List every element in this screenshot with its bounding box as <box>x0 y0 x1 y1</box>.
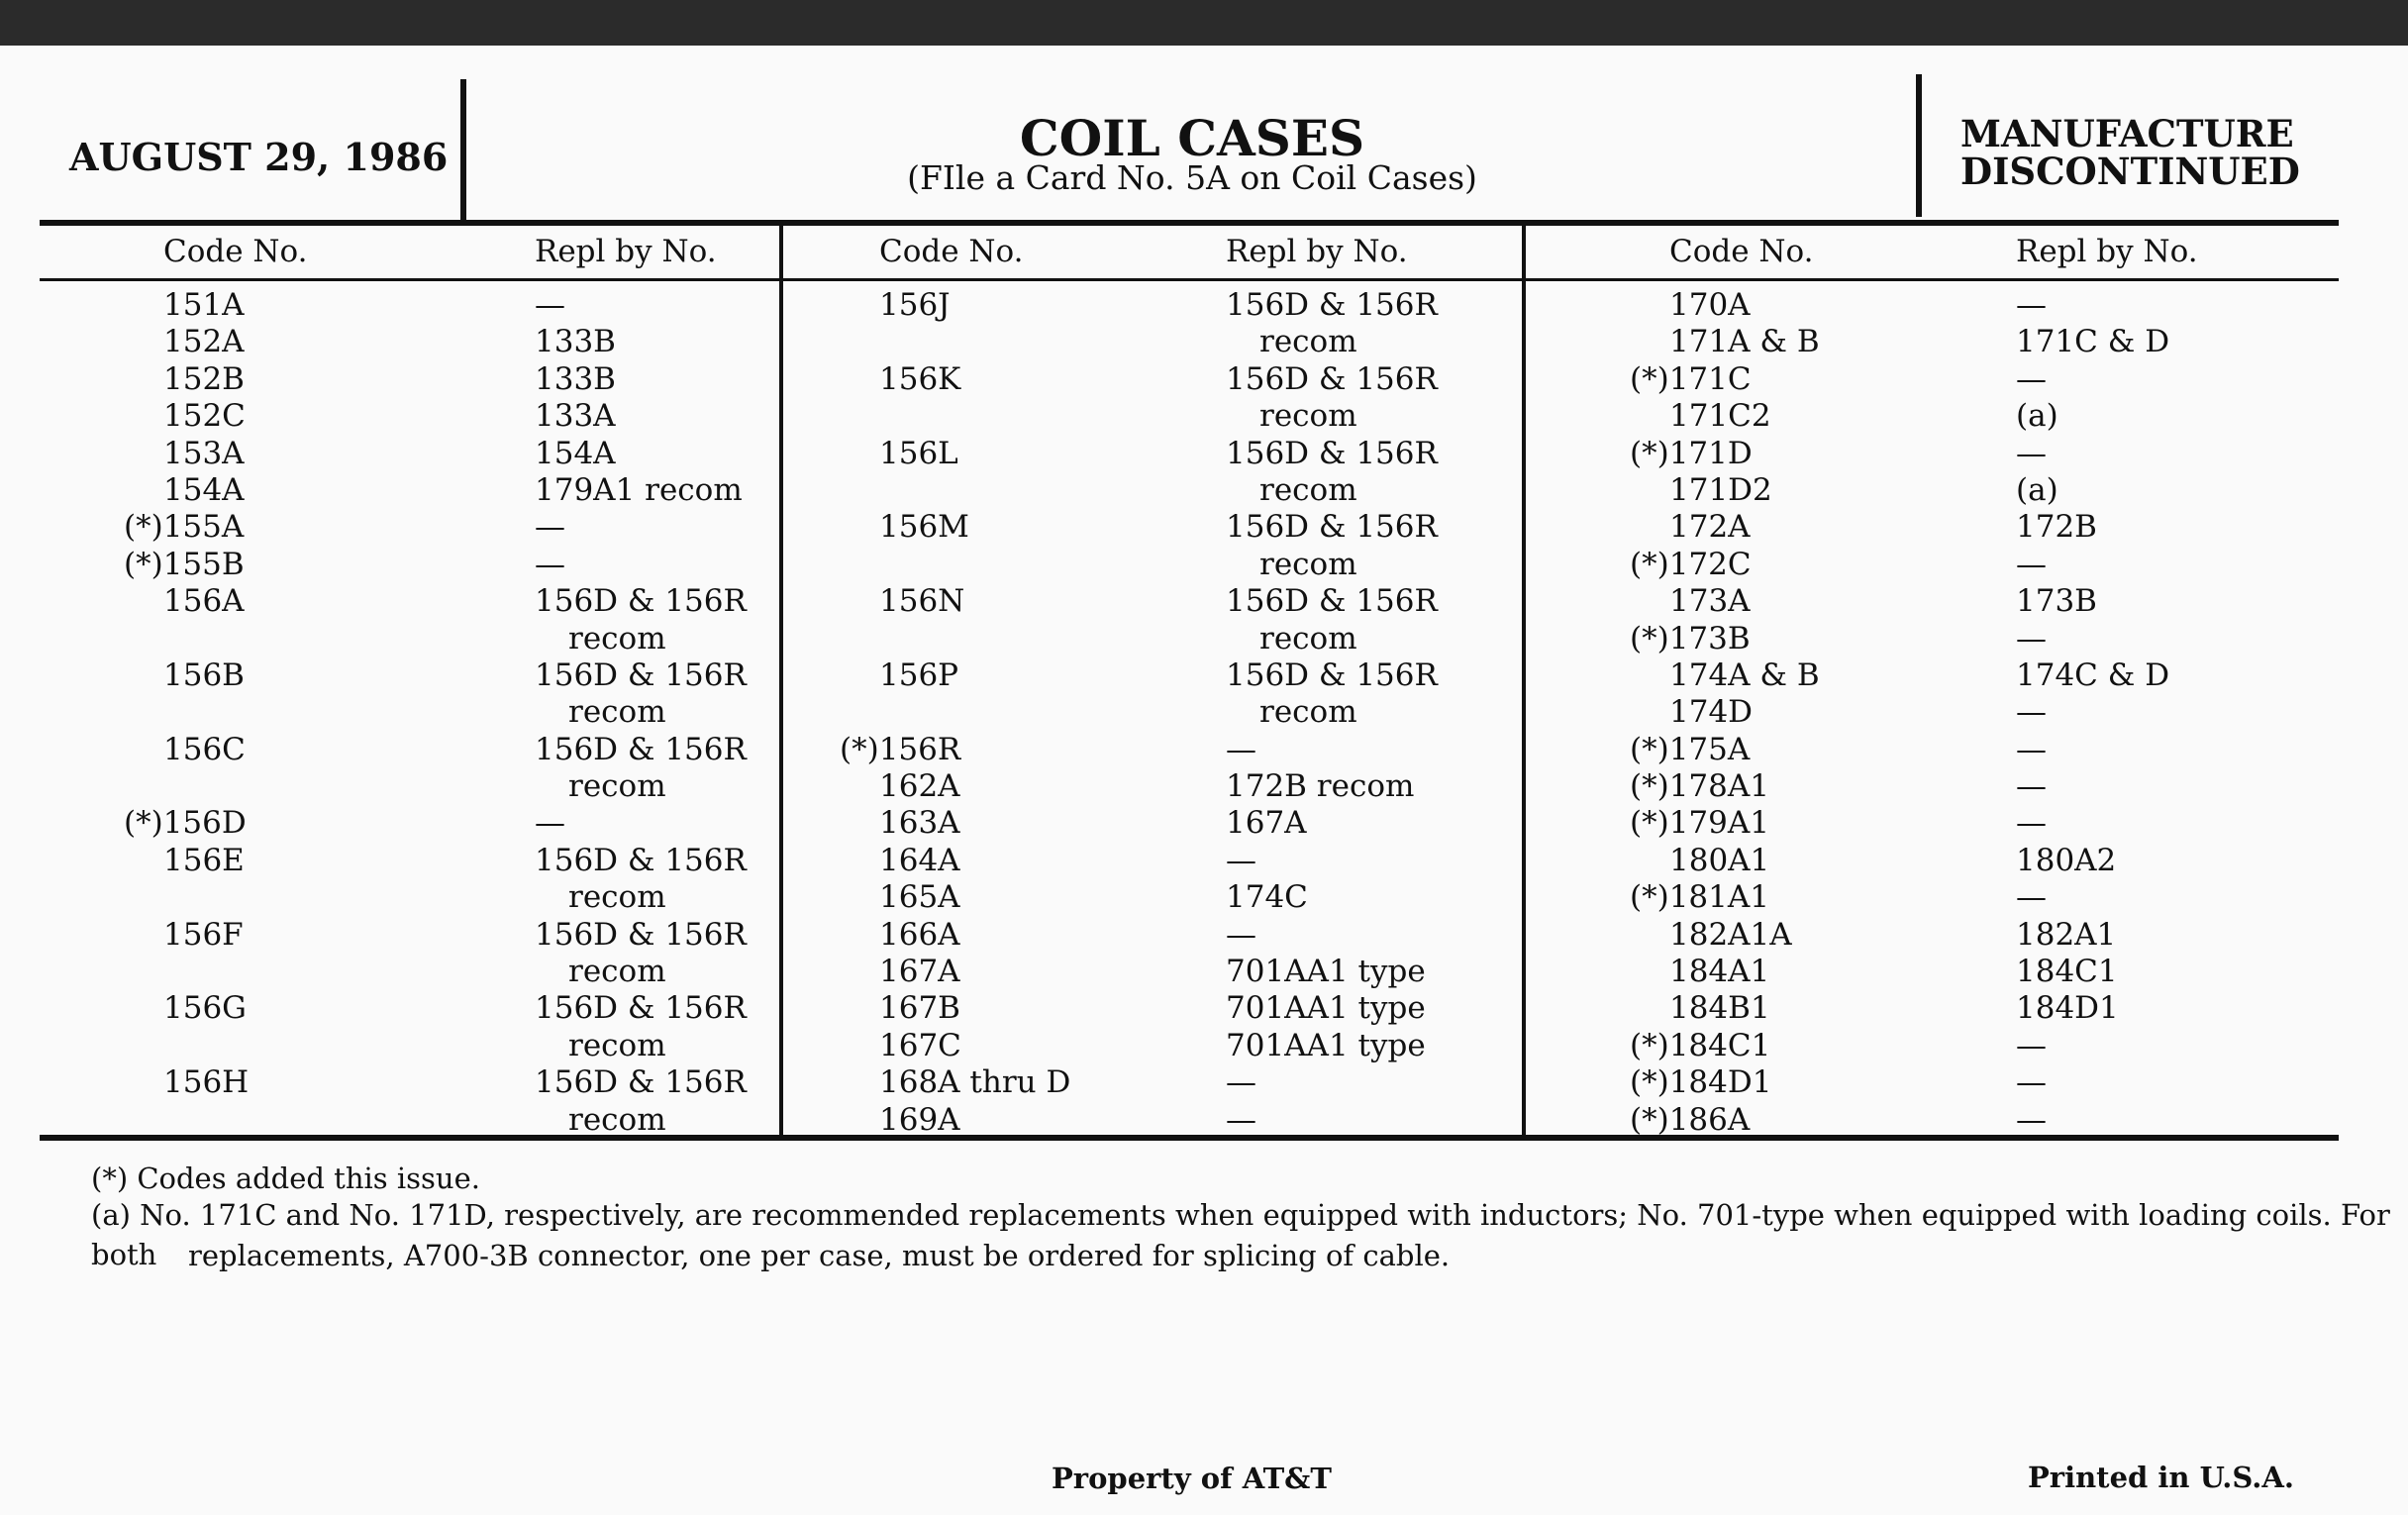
footer-printed: Printed in U.S.A. <box>2028 1461 2294 1494</box>
code-cell: 171C2 <box>1669 398 1771 435</box>
repl-cell: 172B recom <box>1226 768 1415 805</box>
repl-cell: 156D & 156R <box>535 1064 747 1101</box>
code-cell: 163A <box>879 805 960 842</box>
col1-code-header: Code No. <box>163 234 308 269</box>
repl-cell: — <box>2016 287 2047 323</box>
code-cell: 156G <box>163 990 247 1027</box>
code-cell: 184A1 <box>1669 954 1770 990</box>
repl-cell: 156D & 156R <box>535 656 747 693</box>
repl-cell: recom <box>1259 546 1357 582</box>
repl-cell: recom <box>568 954 666 990</box>
code-cell: 156E <box>163 842 245 878</box>
code-cell <box>879 324 1070 360</box>
code-cell: 172A <box>1669 509 1751 546</box>
note-a-line2: replacements, A700-3B connector, one per case, must be ordered for splicing of cable. <box>188 1239 1451 1272</box>
code-cell <box>163 1028 249 1064</box>
code-cell: 164A <box>879 842 960 878</box>
repl-cell: — <box>2016 435 2047 471</box>
repl-cell: 154A <box>535 435 616 471</box>
code-cell: 167C <box>879 1027 961 1063</box>
repl-cell: 701AA1 type <box>1226 990 1426 1027</box>
code-cell: 168A thru D <box>879 1064 1071 1101</box>
col1-repl-list <box>535 287 747 1139</box>
repl-cell: recom <box>1259 471 1357 508</box>
repl-cell: recom <box>1259 694 1357 731</box>
repl-cell: — <box>2016 879 2047 916</box>
code-cell: (*)171D <box>1630 435 1753 471</box>
code-cell: 154A <box>163 471 245 508</box>
code-cell: (*)155A <box>124 509 245 546</box>
code-cell: 171D2 <box>1669 471 1772 508</box>
code-cell: (*)172C <box>1630 546 1752 582</box>
status-line-1: MANUFACTURE <box>1960 112 2294 155</box>
code-cell: (*)156R <box>840 731 961 767</box>
code-cell: 152C <box>163 398 246 435</box>
col2-code-header: Code No. <box>879 234 1024 269</box>
code-cell <box>879 547 1070 583</box>
code-cell: (*)156D <box>124 805 247 842</box>
repl-cell: 133B <box>535 360 616 397</box>
table-divider-2 <box>1522 224 1526 1139</box>
col2-repl-list <box>1226 287 1438 1139</box>
code-cell: 153A <box>163 435 245 471</box>
repl-cell: 173B <box>2016 583 2097 620</box>
repl-cell: 156D & 156R <box>1226 360 1438 397</box>
repl-cell: recom <box>568 620 666 656</box>
repl-cell: — <box>1226 842 1256 878</box>
code-cell: 180A1 <box>1669 842 1770 878</box>
code-cell: (*)155B <box>124 546 245 582</box>
repl-cell: — <box>2016 694 2047 731</box>
col1-code-list <box>124 287 250 1139</box>
header-divider-right <box>1916 74 1922 217</box>
col2-code-list <box>840 287 1071 1139</box>
col2-repl-header: Repl by No. <box>1226 234 1408 269</box>
code-cell: 166A <box>879 916 960 953</box>
repl-cell: — <box>535 805 565 842</box>
code-cell: (*)178A1 <box>1630 768 1769 805</box>
repl-cell: 156D & 156R <box>1226 287 1438 323</box>
repl-cell: 156D & 156R <box>1226 656 1438 693</box>
code-cell: 152A <box>163 324 245 360</box>
repl-cell: 133B <box>535 324 616 360</box>
code-cell: 184B1 <box>1669 990 1770 1027</box>
code-cell: 162A <box>879 768 960 805</box>
repl-cell: recom <box>1259 324 1357 360</box>
code-cell: 152B <box>163 360 245 397</box>
code-cell <box>163 954 249 990</box>
repl-cell: 156D & 156R <box>535 916 747 953</box>
repl-cell: — <box>535 509 565 546</box>
code-cell: 167A <box>879 954 960 990</box>
code-cell: 156B <box>163 656 245 693</box>
repl-cell: recom <box>568 879 666 916</box>
repl-cell: 156D & 156R <box>1226 435 1438 471</box>
repl-cell: — <box>2016 805 2047 842</box>
code-cell: 156A <box>163 583 245 620</box>
repl-cell: recom <box>1259 620 1357 656</box>
repl-cell: — <box>1226 916 1256 953</box>
repl-cell: recom <box>568 694 666 731</box>
code-cell: 156H <box>163 1064 250 1101</box>
page-title: COIL CASES <box>1019 109 1365 167</box>
repl-cell: 184C1 <box>2016 954 2118 990</box>
issue-date: AUGUST 29, 1986 <box>69 135 449 179</box>
col3-code-list <box>1630 287 1820 1139</box>
repl-cell: — <box>2016 620 2047 656</box>
repl-cell: 156D & 156R <box>535 842 747 878</box>
code-cell <box>879 621 1070 657</box>
repl-cell: — <box>2016 1027 2047 1063</box>
code-cell: (*)184D1 <box>1630 1064 1772 1101</box>
code-cell: 170A <box>1669 287 1751 323</box>
repl-cell: — <box>1226 1101 1256 1138</box>
code-cell: 151A <box>163 287 245 323</box>
repl-cell: 156D & 156R <box>535 583 747 620</box>
repl-cell: — <box>2016 546 2047 582</box>
repl-cell: (a) <box>2016 398 2058 435</box>
repl-cell: 156D & 156R <box>535 731 747 767</box>
repl-cell: 701AA1 type <box>1226 954 1426 990</box>
repl-cell: 174C <box>1226 879 1308 916</box>
col3-repl-list <box>2016 287 2169 1139</box>
code-cell: 156F <box>163 916 244 953</box>
note-a-line1: (a) No. 171C and No. 171D, respectively, are recommended replacements when equipped with inductors; No. 701-type when equipped with loading coils. For both <box>91 1198 2390 1271</box>
code-cell: 156K <box>879 360 961 397</box>
note-asterisk: (*) Codes added this issue. <box>91 1162 480 1195</box>
repl-cell: — <box>2016 360 2047 397</box>
repl-cell: (a) <box>2016 471 2058 508</box>
table-divider-1 <box>779 224 783 1139</box>
repl-cell: 701AA1 type <box>1226 1027 1426 1063</box>
repl-cell: — <box>2016 768 2047 805</box>
code-cell: 174D <box>1669 694 1754 731</box>
code-cell: 156N <box>879 583 965 620</box>
repl-cell: 179A1 recom <box>535 471 743 508</box>
code-cell: 182A1A <box>1669 916 1792 953</box>
code-cell: 156J <box>879 287 951 323</box>
code-cell: 174A & B <box>1669 656 1820 693</box>
code-cell <box>163 879 249 916</box>
repl-cell: 174C & D <box>2016 656 2170 693</box>
repl-cell: 182A1 <box>2016 916 2117 953</box>
code-cell: 156M <box>879 509 969 546</box>
code-cell: (*)181A1 <box>1630 879 1769 916</box>
code-cell: (*)184C1 <box>1630 1027 1771 1063</box>
code-cell <box>879 694 1070 731</box>
repl-cell: — <box>535 546 565 582</box>
code-cell: 169A <box>879 1101 960 1138</box>
code-cell <box>163 621 249 657</box>
repl-cell: 180A2 <box>2016 842 2117 878</box>
code-cell: 156L <box>879 435 958 471</box>
code-cell <box>879 398 1070 435</box>
code-cell: (*)171C <box>1630 360 1752 397</box>
code-cell: (*)173B <box>1630 620 1751 656</box>
repl-cell: recom <box>568 1027 666 1063</box>
status-line-2: DISCONTINUED <box>1960 150 2300 193</box>
repl-cell: 156D & 156R <box>1226 583 1438 620</box>
repl-cell: 156D & 156R <box>1226 509 1438 546</box>
repl-cell: recom <box>568 768 666 805</box>
code-cell <box>163 768 249 805</box>
repl-cell: 156D & 156R <box>535 990 747 1027</box>
code-cell: (*)186A <box>1630 1101 1751 1138</box>
repl-cell: recom <box>568 1101 666 1138</box>
code-cell: 165A <box>879 879 960 916</box>
repl-cell: 167A <box>1226 805 1307 842</box>
code-cell: (*)175A <box>1630 731 1751 767</box>
repl-cell: — <box>535 287 565 323</box>
repl-cell: 184D1 <box>2016 990 2119 1027</box>
repl-cell: — <box>2016 1101 2047 1138</box>
repl-cell: — <box>2016 1064 2047 1101</box>
code-cell: 167B <box>879 990 960 1027</box>
repl-cell: 133A <box>535 398 616 435</box>
repl-cell: — <box>1226 731 1256 767</box>
code-cell: 156C <box>163 731 246 767</box>
code-cell <box>879 472 1070 509</box>
repl-cell: 172B <box>2016 509 2097 546</box>
page-subtitle: (FIle a Card No. 5A on Coil Cases) <box>907 158 1477 197</box>
col3-code-header: Code No. <box>1669 234 1814 269</box>
code-cell: 173A <box>1669 583 1751 620</box>
code-cell <box>163 694 249 731</box>
col3-repl-header: Repl by No. <box>2016 234 2198 269</box>
code-cell: (*)179A1 <box>1630 805 1769 842</box>
code-cell: 171A & B <box>1669 324 1820 360</box>
code-cell: 156P <box>879 656 959 693</box>
repl-cell: — <box>2016 731 2047 767</box>
code-cell <box>163 1102 249 1139</box>
footer-property: Property of AT&T <box>1052 1462 1332 1495</box>
status-label <box>1960 112 2300 193</box>
table-bottom-rule <box>40 1135 2339 1141</box>
repl-cell: recom <box>1259 398 1357 435</box>
repl-cell: 171C & D <box>2016 324 2170 360</box>
col1-repl-header: Repl by No. <box>535 234 717 269</box>
repl-cell: — <box>1226 1064 1256 1101</box>
table-header-rule <box>40 278 2339 281</box>
table-top-rule <box>40 220 2339 226</box>
